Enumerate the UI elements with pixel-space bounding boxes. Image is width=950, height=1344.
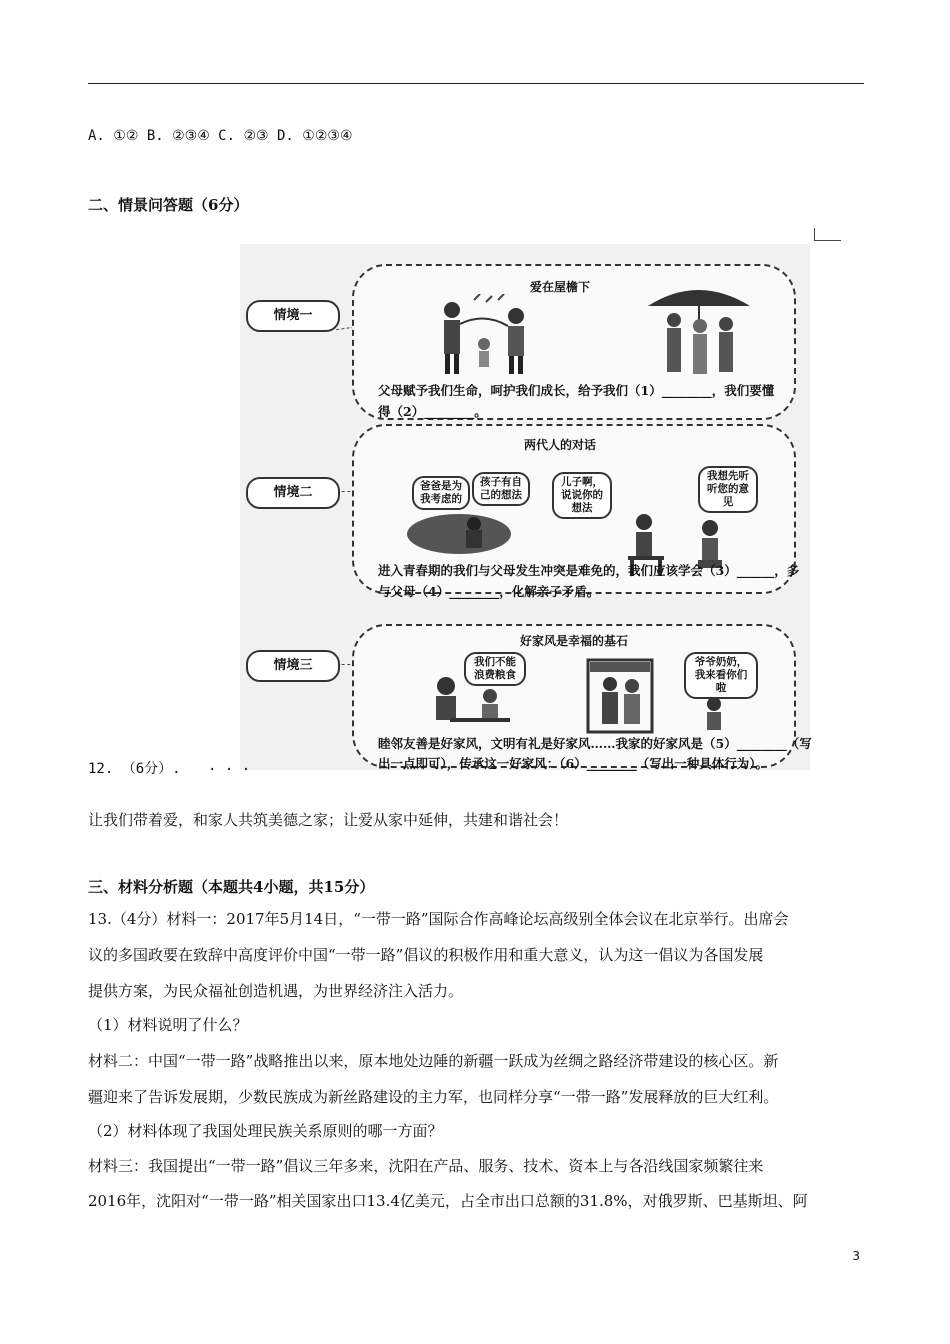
question-12-dots: . . . [208,758,251,774]
scene3-panel [352,624,812,771]
material-line: 材料二：中国“一带一路”战略推出以来，原本地处边陲的新疆一跃成为丝绸之路经济带建设的核心区。新 [88,1052,779,1070]
umbrella-family-illustration [644,282,754,378]
scene3-tag: 情境三 [246,650,340,682]
scene1-panel [352,264,796,420]
material-line: （1）材料说明了什么？ [88,1016,248,1034]
material-line: 材料三：我国提出“一带一路”倡议三年多来，沈阳在产品、服务、技术、资本上与各沿线国家频繁往来 [88,1157,764,1175]
scene2-bubble-4: 我想先听听您的意见 [698,466,758,513]
material-line: 议的多国政要在致辞中高度评价中国“一带一路”倡议的积极作用和重大意义，认为这一倡议为各国发展 [88,946,764,964]
scene3-caption-line1: 睦邻友善是好家风，文明有礼是好家风……我家的好家风是（5）________（写 [378,736,812,751]
scene2-bubble-2: 孩子有自己的想法 [472,472,530,506]
header-rule [88,83,864,84]
scene2-bubble-1: 爸爸是为我考虑的 [412,476,470,510]
scene2-caption-line1: 进入青春期的我们与父母发生冲突是难免的，我们应该学会（3）______，多 [378,563,800,578]
scene2-bubble-3: 儿子啊，说说你的想法 [552,472,612,519]
scene1-caption-line1: 父母赋予我们生命，呵护我们成长，给予我们（1）________，我们要懂 [378,383,775,398]
material-line: 13.（4分）材料一：2017年5月14日，“一带一路”国际合作高峰论坛高级别全体会议在北京举行。出席会 [88,910,789,928]
grandchild-illustration [694,696,734,736]
scene1-tag: 情境一 [246,300,340,332]
family-shelter-illustration [424,294,544,378]
scene3-title: 好家风是幸福的基石 [520,634,629,648]
material-line: （2）材料体现了我国处理民族关系原则的哪一方面？ [88,1122,443,1140]
material-line: 疆迎来了告诉发展期，少数民族成为新丝路建设的主力军，也同样分享“一带一路”发展释放的巨大红利。 [88,1088,779,1106]
scenario-figure [240,244,810,770]
scene1-title: 爱在屋檐下 [530,280,591,294]
question-11-options: A. ①② B. ②③④ C. ②③ D. ①②③④ [88,128,353,144]
closing-statement: 让我们带着爱，和家人共筑美德之家；让爱从家中延伸，共建和谐社会！ [88,811,569,829]
crop-mark [814,228,841,241]
scene2-title: 两代人的对话 [524,438,597,452]
grandparents-doorway-illustration [574,656,674,736]
scene2-tag: 情境二 [246,477,340,509]
scene3-caption-line2: 出一点即可），传承这一好家风：（6）________（写出一种具体行为）。 [378,756,768,771]
material-line: 2016年，沈阳对“一带一路”相关国家出口13.4亿美元，占全市出口总额的31.8%，对俄罗斯、巴基斯坦、阿 [88,1192,808,1210]
section-two-heading: 二、情景问答题（6分） [88,196,249,214]
family-meal-illustration [420,672,520,728]
scene3-bubble-2: 爷爷奶奶，我来看你们啦 [684,652,758,699]
scene1-caption-line2: 得（2）________。 [378,404,487,419]
scene3-bubble-1: 我们不能浪费粮食 [464,652,526,686]
question-12-number: 12. （6分）. [88,761,181,777]
page-number: 3 [852,1249,860,1263]
teen-dark-cloud-illustration [404,510,514,556]
scene2-panel [352,424,800,599]
scene2-caption-line2: 与父母（4）________，化解亲子矛盾。 [378,584,600,599]
section-three-heading: 三、材料分析题（本题共4小题，共15分） [88,878,375,896]
material-line: 提供方案，为民众福祉创造机遇，为世界经济注入活力。 [88,982,464,1000]
